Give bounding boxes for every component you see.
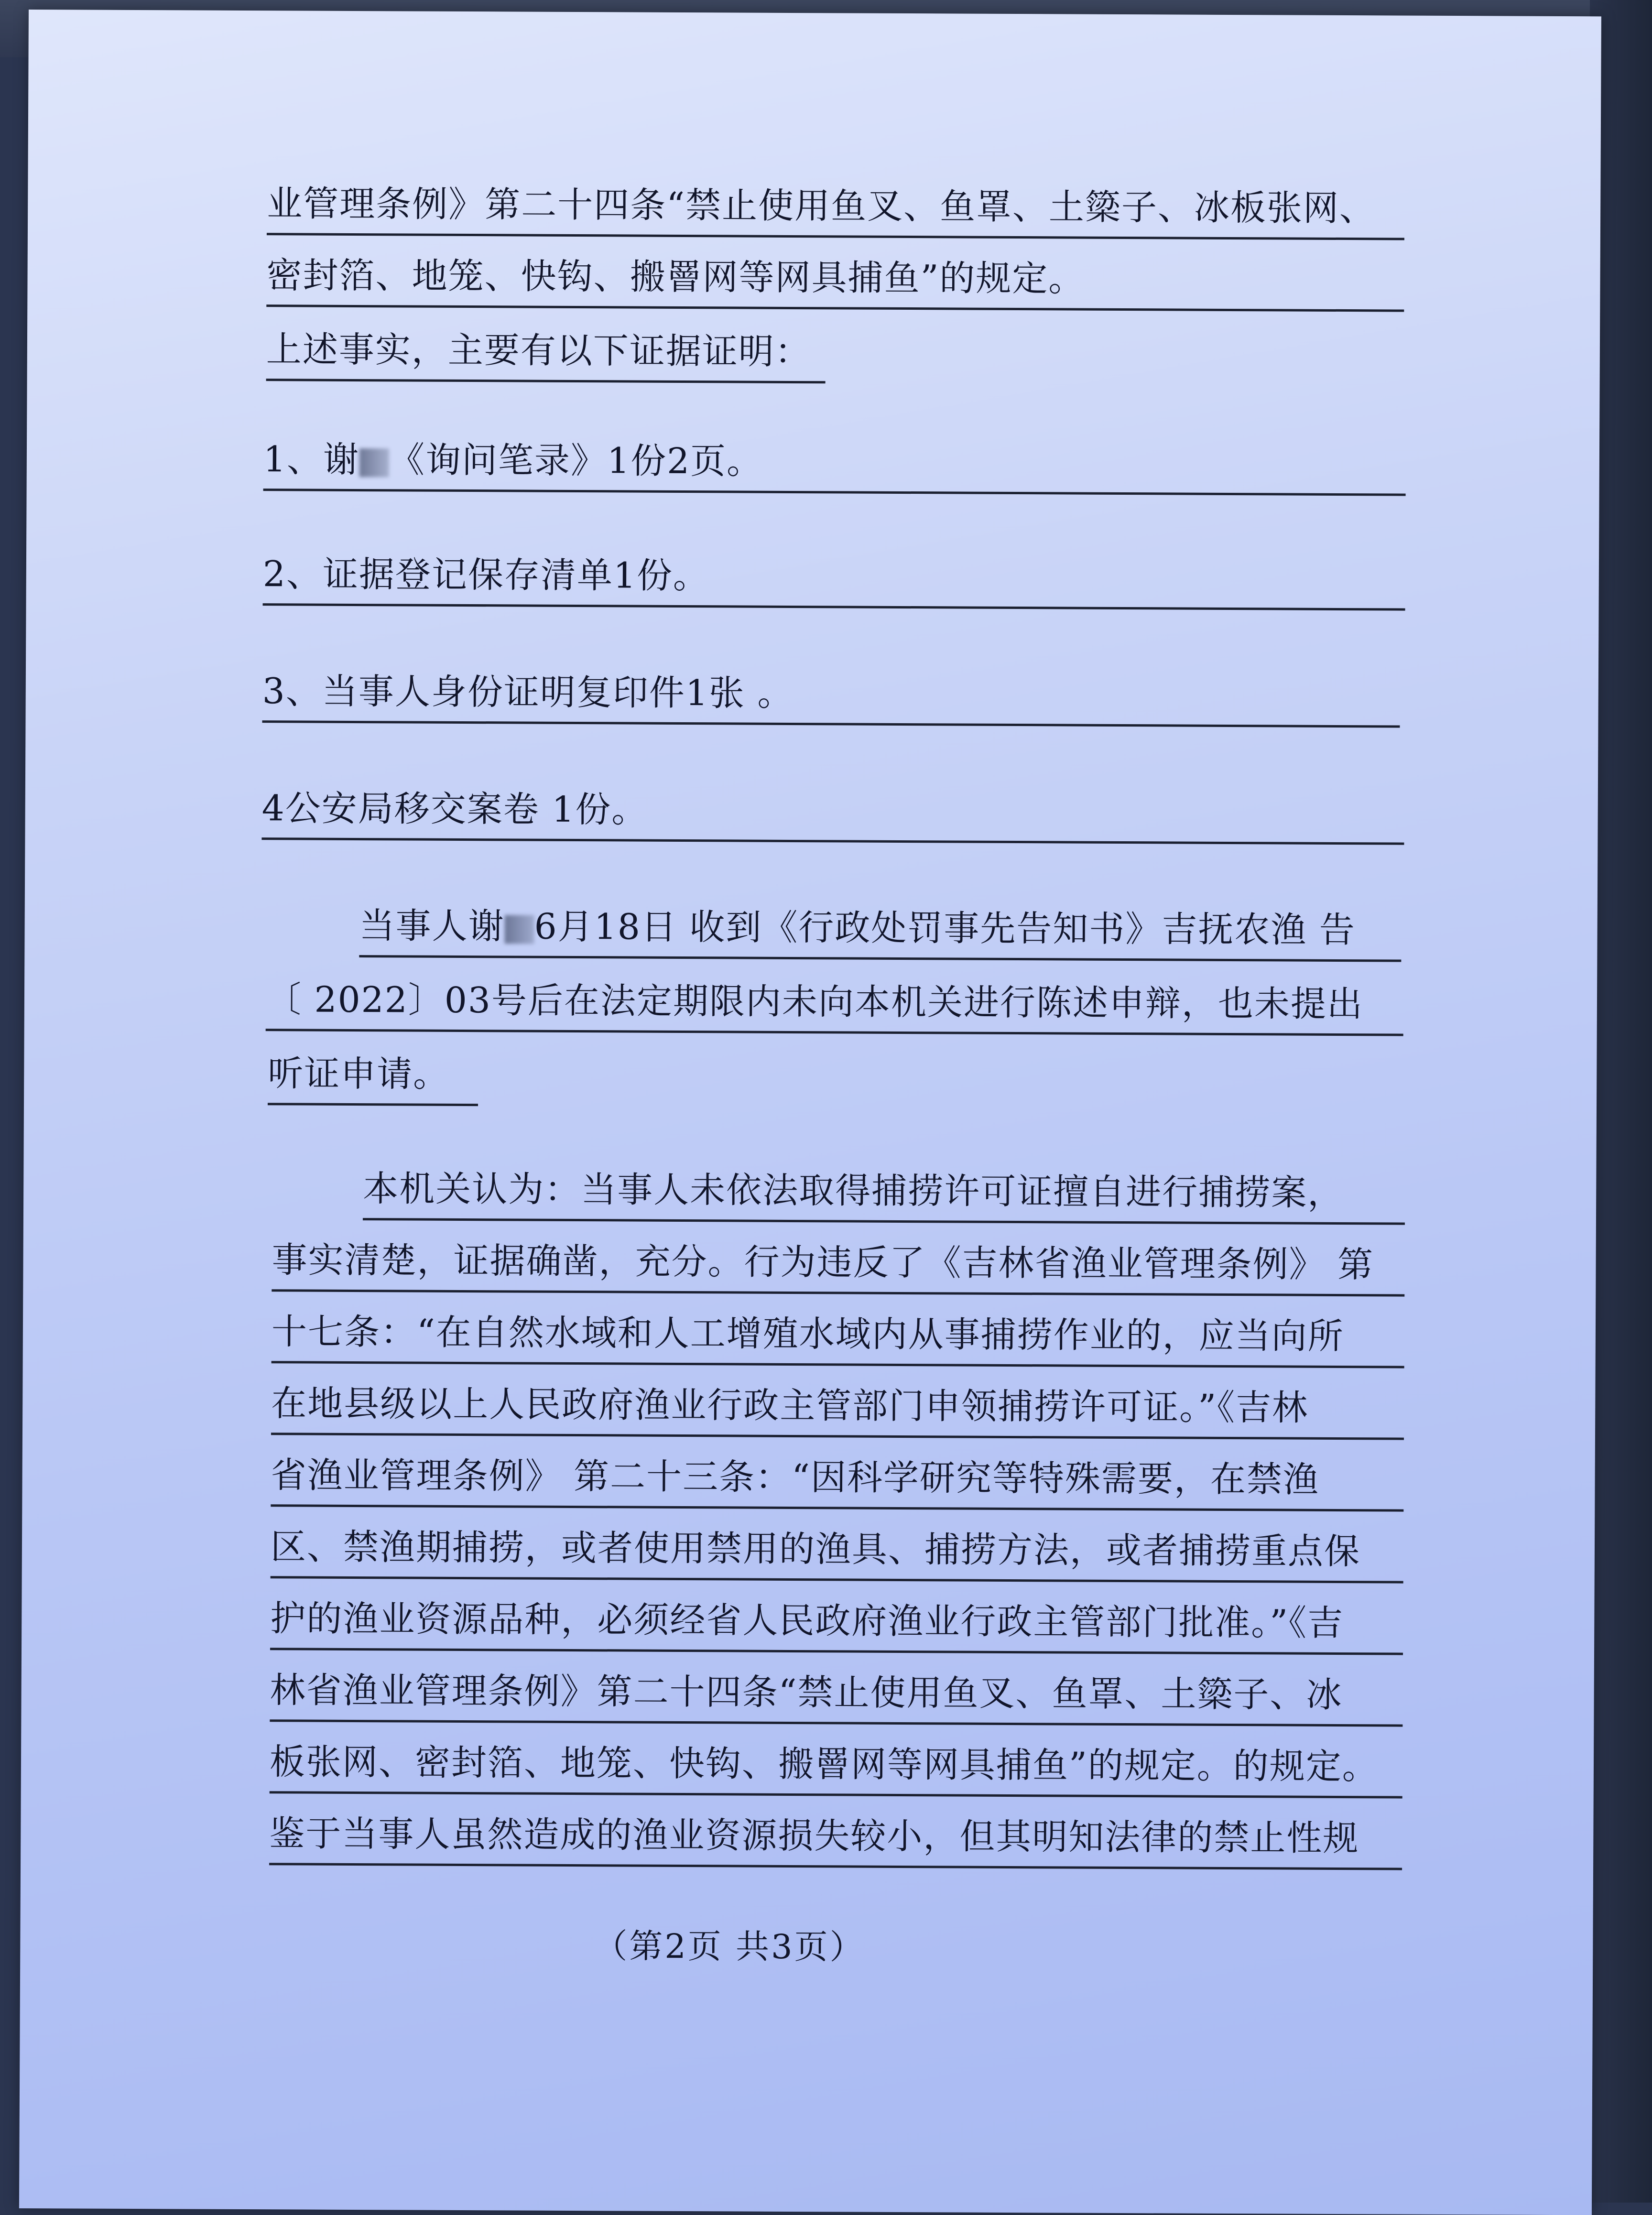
text-line: 上述事实，主要有以下证据证明：: [266, 321, 826, 383]
ruling-line: 鉴于当事人虽然造成的渔业资源损失较小，但其明知法律的禁止性规: [269, 1805, 1402, 1870]
redaction-blur: [504, 915, 534, 944]
ruling-line: 事实清楚，证据确凿，充分。行为违反了《吉林省渔业管理条例》 第: [272, 1232, 1405, 1296]
notice-line-1-prefix: 当事人谢: [359, 905, 505, 947]
ruling-line: 板张网、密封箔、地笼、快钩、搬罾网等网具捕鱼”的规定。的规定。: [270, 1734, 1403, 1798]
paper-sheet: [19, 10, 1601, 2215]
page-number: （第2页 共3页）: [594, 1926, 865, 1967]
ruling-line: 护的渔业资源品种，必须经省人民政府渔业行政主管部门批准。”《吉: [270, 1590, 1403, 1655]
text-line: 密封箔、地笼、快钩、搬罾网等网具捕鱼”的规定。: [266, 247, 1404, 312]
ruling-line: 省渔业管理条例》 第二十三条：“因科学研究等特殊需要，在禁渔: [271, 1447, 1404, 1511]
evidence-item-1-prefix: 1、谢: [263, 439, 360, 481]
notice-line-3: 听证申请。: [268, 1045, 478, 1106]
evidence-item-4: 4公安局移交案卷 1份。: [261, 780, 1404, 845]
evidence-item-3: 3、当事人身份证明复印件1张 。: [262, 663, 1400, 727]
ruling-line: 十七条：“在自然水域和人工增殖水域内从事捕捞作业的，应当向所: [272, 1303, 1405, 1368]
ruling-line: 本机关认为：当事人未依法取得捕捞许可证擅自进行捕捞案，: [363, 1161, 1405, 1225]
evidence-item-1: [263, 431, 1406, 496]
notice-line-1-text: 6月18日 收到《行政处罚事先告知书》吉抚农渔 告: [534, 906, 1356, 951]
ruling-line: 在地县级以上人民政府渔业行政主管部门申领捕捞许可证。”《吉林: [271, 1375, 1404, 1440]
text-line: 业管理条例》第二十四条“禁止使用鱼叉、鱼罩、土簗子、冰板张网、: [267, 175, 1405, 240]
redaction-blur: [359, 448, 389, 477]
evidence-item-2: 2、证据登记保存清单1份。: [263, 546, 1406, 610]
ruling-line: 林省渔业管理条例》第二十四条“禁止使用鱼叉、鱼罩、土簗子、冰: [270, 1662, 1403, 1726]
evidence-item-1-text: 《询问笔录》1份2页。: [389, 439, 763, 482]
ruling-line: 区、禁渔期捕捞，或者使用禁用的渔具、捕捞方法，或者捕捞重点保: [271, 1519, 1404, 1583]
notice-line-1: [359, 898, 1402, 962]
notice-line-2: 〔 2022〕03号后在法定期限内未向本机关进行陈述申辩，也未提出: [266, 971, 1404, 1036]
